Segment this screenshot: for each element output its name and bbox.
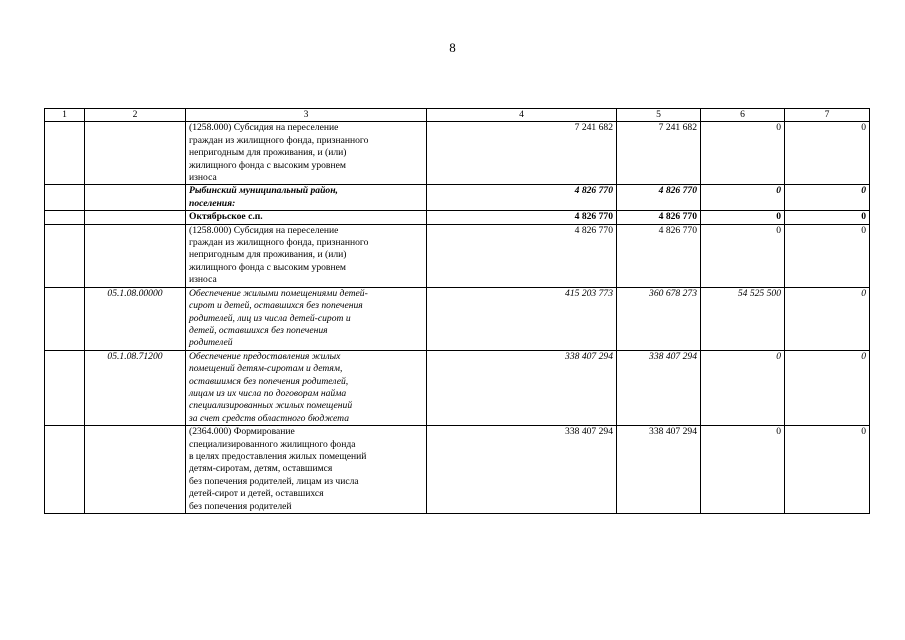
regional-budget-cell: 4 826 770 [617, 185, 701, 211]
column-header: 3 [186, 109, 427, 122]
description-line: Обеспечение предоставления жилых [189, 350, 341, 362]
description-line: жилищного фонда с высоким уровнем [189, 261, 346, 273]
description-cell [186, 350, 427, 425]
other-sources-cell: 0 [785, 287, 870, 350]
description-line: за счет средств областного бюджета [189, 412, 350, 424]
total-amount-cell: 4 826 770 [427, 185, 617, 211]
description-line: в целях предоставления жилых помещений [189, 450, 367, 462]
description-line: (1258.000) Субсидия на переселение [189, 224, 339, 236]
column-header: 4 [427, 109, 617, 122]
table-body [45, 109, 870, 514]
regional-budget-cell: 360 678 273 [617, 287, 701, 350]
row-number-cell [45, 224, 85, 287]
description-line: лицам из их числа по договорам найма [189, 387, 347, 399]
description-line: детей, оставшихся без попечения [189, 324, 328, 336]
classification-code-cell: 05.1.08.00000 [85, 287, 186, 350]
description-cell [186, 185, 427, 211]
other-sources-cell: 0 [785, 185, 870, 211]
header-row [45, 109, 870, 122]
description-line: жилищного фонда с высоким уровнем [189, 159, 346, 171]
table-row [45, 350, 870, 425]
federal-budget-cell: 0 [701, 185, 785, 211]
table-row [45, 426, 870, 514]
classification-code-cell [85, 122, 186, 185]
column-header: 7 [785, 109, 870, 122]
column-header: 6 [701, 109, 785, 122]
description-cell [186, 211, 427, 224]
regional-budget-cell: 4 826 770 [617, 211, 701, 224]
classification-code-cell [85, 211, 186, 224]
description-line: сирот и детей, оставшихся без попечения [189, 300, 363, 312]
description-line: без попечения родителей, лицам из числа [189, 475, 359, 487]
regional-budget-cell: 338 407 294 [617, 350, 701, 425]
table-row [45, 185, 870, 211]
description-line: без попечения родителей [189, 500, 292, 512]
column-header: 2 [85, 109, 186, 122]
other-sources-cell: 0 [785, 350, 870, 425]
other-sources-cell: 0 [785, 211, 870, 224]
description-line: специализированного жилищного фонда [189, 438, 356, 450]
federal-budget-cell: 0 [701, 122, 785, 185]
description-line: (2364.000) Формирование [189, 426, 295, 438]
table-row [45, 122, 870, 185]
description-line: (1258.000) Субсидия на переселение [189, 122, 339, 134]
description-line: износа [189, 172, 217, 184]
description-line: Рыбинский муниципальный район, [189, 185, 338, 197]
description-line: поселения: [189, 197, 236, 209]
description-line: родителей [189, 337, 233, 349]
description-line: Октябрьское с.п. [189, 211, 263, 223]
row-number-cell [45, 426, 85, 514]
description-cell [186, 122, 427, 185]
regional-budget-cell: 7 241 682 [617, 122, 701, 185]
classification-code-cell [85, 224, 186, 287]
table-row [45, 224, 870, 287]
description-line: граждан из жилищного фонда, признанного [189, 134, 369, 146]
description-cell [186, 224, 427, 287]
description-line: износа [189, 274, 217, 286]
federal-budget-cell: 0 [701, 350, 785, 425]
other-sources-cell: 0 [785, 122, 870, 185]
total-amount-cell: 4 826 770 [427, 224, 617, 287]
total-amount-cell: 338 407 294 [427, 426, 617, 514]
federal-budget-cell: 0 [701, 224, 785, 287]
classification-code-cell [85, 426, 186, 514]
total-amount-cell: 7 241 682 [427, 122, 617, 185]
description-line: граждан из жилищного фонда, признанного [189, 237, 369, 249]
classification-code-cell [85, 185, 186, 211]
classification-code-cell: 05.1.08.71200 [85, 350, 186, 425]
description-cell [186, 426, 427, 514]
description-line: оставшимся без попечения родителей, [189, 375, 349, 387]
budget-table [44, 108, 870, 514]
other-sources-cell: 0 [785, 224, 870, 287]
total-amount-cell: 338 407 294 [427, 350, 617, 425]
page-number: 8 [449, 40, 456, 55]
other-sources-cell: 0 [785, 426, 870, 514]
row-number-cell [45, 287, 85, 350]
federal-budget-cell: 0 [701, 211, 785, 224]
row-number-cell [45, 185, 85, 211]
total-amount-cell: 415 203 773 [427, 287, 617, 350]
description-line: детей-сирот и детей, оставшихся [189, 488, 324, 500]
row-number-cell [45, 211, 85, 224]
regional-budget-cell: 4 826 770 [617, 224, 701, 287]
row-number-cell [45, 350, 85, 425]
description-line: помещений детям-сиротам и детям, [189, 363, 343, 375]
column-header: 1 [45, 109, 85, 122]
table-row [45, 211, 870, 224]
federal-budget-cell: 54 525 500 [701, 287, 785, 350]
description-line: непригодным для проживания, и (или) [189, 249, 347, 261]
description-line: непригодным для проживания, и (или) [189, 147, 347, 159]
table-row [45, 287, 870, 350]
description-line: Обеспечение жилыми помещениями детей- [189, 287, 368, 299]
total-amount-cell: 4 826 770 [427, 211, 617, 224]
description-line: специализированных жилых помещений [189, 400, 353, 412]
description-line: родителей, лиц из числа детей-сирот и [189, 312, 351, 324]
regional-budget-cell: 338 407 294 [617, 426, 701, 514]
row-number-cell [45, 122, 85, 185]
federal-budget-cell: 0 [701, 426, 785, 514]
description-cell [186, 287, 427, 350]
description-line: детям-сиротам, детям, оставшимся [189, 463, 333, 475]
column-header: 5 [617, 109, 701, 122]
